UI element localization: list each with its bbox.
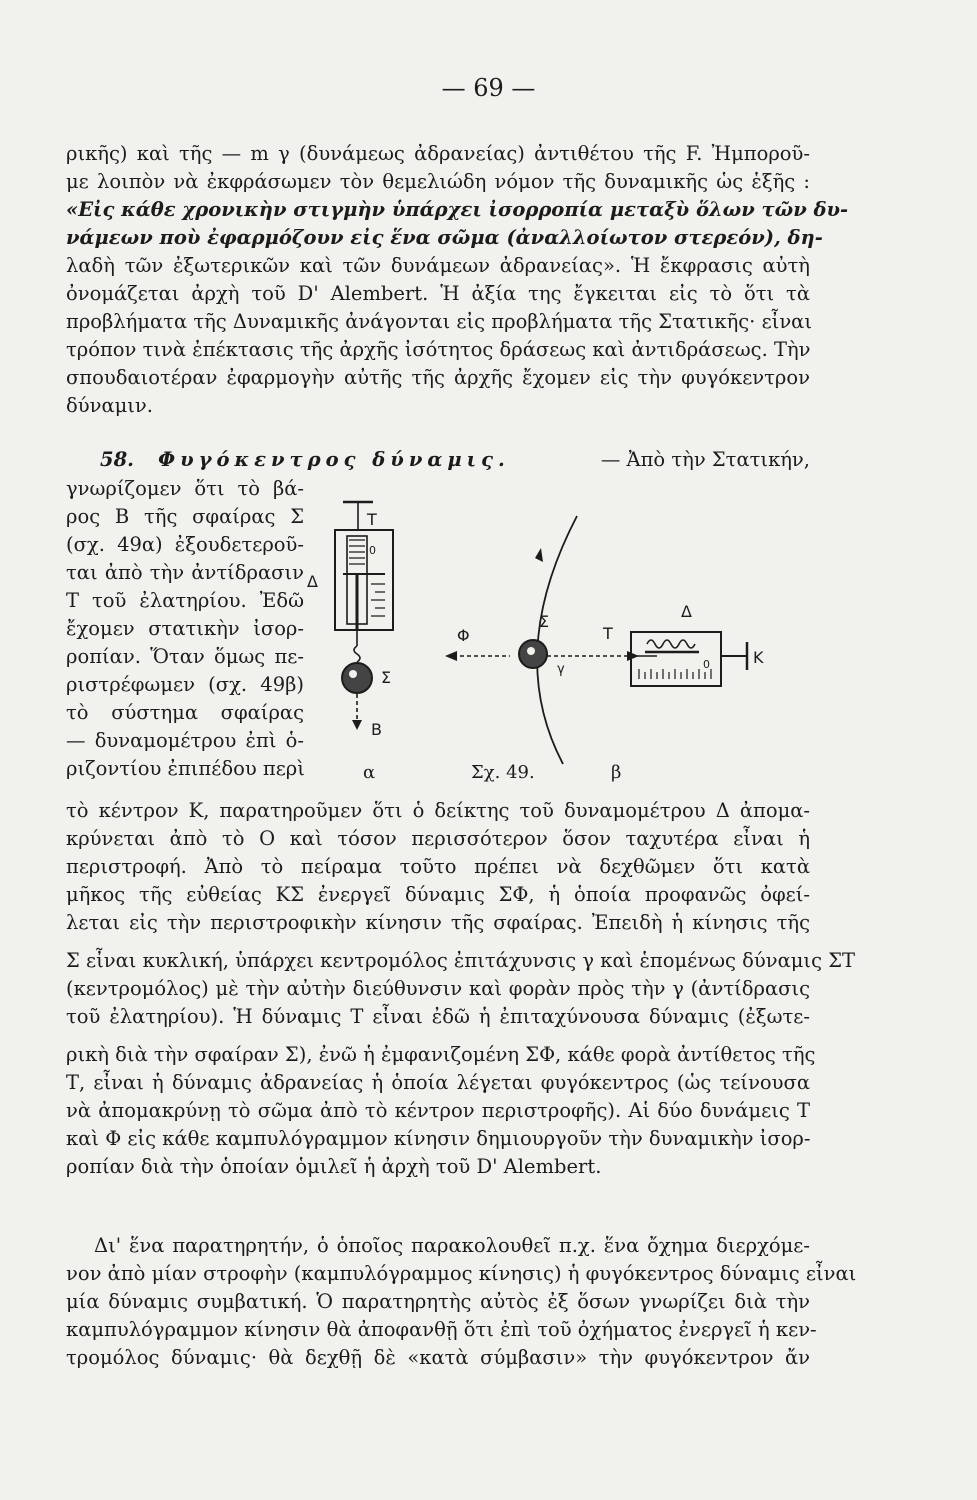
paragraph-dalembert	[66, 140, 849, 420]
text-line: δύναμιν.	[66, 394, 153, 417]
text-line: μία δύναμις συμβατική. Ὁ παρατηρητὴς αὐτὸς ἐξ ὅσων γνωρίζει διὰ τὴν	[66, 1290, 810, 1313]
text-line: Σ εἶναι κυκλική, ὑπάρχει κεντρομόλος ἐπιτάχυνσις γ καὶ ἑπομένως δύναμις ΣΤ	[66, 949, 855, 972]
text-line: ται ἀπὸ τὴν ἀντίδρασιν	[66, 561, 304, 584]
section-heading	[100, 446, 810, 474]
text-line: τρόπον τινὰ ἐπέκτασις τῆς ἀρχῆς ἰσότητος δράσεως καὶ ἀντιδράσεως. Τὴν	[66, 338, 811, 361]
label-O-b: 0	[703, 658, 710, 671]
label-Sigma-b: Σ	[539, 612, 550, 631]
text-line: τὸ σύστημα σφαίρας	[66, 701, 304, 724]
text-line: νον ἀπὸ μίαν στροφὴν (καμπυλόγραμμος κίνησις) ἡ φυγόκεντρος δύναμις εἶναι	[66, 1262, 857, 1285]
section-title	[100, 446, 510, 474]
text-line: ριστρέφωμεν (σχ. 49β)	[66, 673, 304, 696]
text-line: γνωρίζομεν ὅτι τὸ βά-	[66, 477, 304, 500]
section-number: 58.	[100, 448, 134, 471]
text-line: καὶ Φ εἰς κάθε καμπυλόγραμμον κίνησιν δημιουργοῦν τὴν δυναμικὴν ἰσορ-	[66, 1127, 811, 1150]
text-line: Τ, εἶναι ἡ δύναμις ἀδρανείας ἡ ὁποία λέγεται φυγόκεντρος (ὡς τείνουσα	[66, 1071, 810, 1094]
text-line: με λοιπὸν νὰ ἐκφράσωμεν τὸν θεμελιώδη νόμον τῆς δυναμικῆς ὡς ἑξῆς :	[66, 170, 810, 193]
text-line: Τ τοῦ ἐλατηρίου. Ἐδῶ	[66, 589, 304, 612]
text-line: τὸ κέντρον Κ, παρατηροῦμεν ὅτι ὁ δείκτης τοῦ δυναμομέτρου Δ ἀπομα-	[66, 799, 810, 822]
label-T-b: Τ	[603, 624, 613, 643]
text-line: τοῦ ἐλατηρίου). Ἡ δύναμις Τ εἶναι ἐδῶ ἡ ἐπιταχύνουσα δύναμις (ἐξωτε-	[66, 1005, 810, 1028]
label-Delta-a: Δ	[307, 572, 318, 591]
paragraph-wrap	[66, 475, 304, 783]
label-O-a: 0	[369, 544, 376, 557]
text-line: — δυναμομέτρου ἐπὶ ὁ-	[66, 729, 304, 752]
text-line: ρος Β τῆς σφαίρας Σ	[66, 505, 304, 528]
text-line: ρικὴ διὰ τὴν σφαίραν Σ), ἐνῶ ἡ ἐμφανιζομένη ΣΦ, κάθε φορὰ ἀντίθετος τῆς	[66, 1043, 816, 1066]
caption-b: β	[611, 762, 622, 783]
text-line: ὀνομάζεται ἀρχὴ τοῦ D' Alembert. Ἡ ἀξία της ἔγκειται εἰς τὸ ὅτι τὰ	[66, 282, 810, 305]
rotating-system	[445, 516, 747, 764]
label-T-a: Τ	[367, 510, 377, 529]
caption-a: α	[363, 762, 376, 783]
figure-49	[295, 494, 815, 794]
text-line: «Εἰς κάθε χρονικὴν στιγμὴν ὑπάρχει ἰσορροπία μεταξὺ ὅλων τῶν δυ-	[66, 198, 849, 221]
label-gamma: γ	[557, 662, 565, 677]
label-Sigma-a: Σ	[381, 668, 392, 687]
text-line: καμπυλόγραμμον κίνησιν θὰ ἀποφανθῇ ὅτι ἐπὶ τοῦ ὀχήματος ἐνεργεῖ ἡ κεν-	[66, 1318, 817, 1341]
paragraph-centrifugal	[66, 797, 855, 1181]
label-Delta-b: Δ	[681, 602, 692, 621]
figure-caption: Σχ. 49.	[471, 762, 535, 783]
text-line: ροπίαν. Ὅταν ὅμως πε-	[66, 645, 304, 668]
label-K: Κ	[753, 648, 764, 667]
text-line: προβλήματα τῆς Δυναμικῆς ἀνάγονται εἰς προβλήματα τῆς Στατικῆς· εἶναι	[66, 310, 812, 333]
text-line: ρικῆς) καὶ τῆς — m γ (δυνάμεως ἀδρανείας) ἀντιθέτου τῆς F. Ἠμποροῦ-	[66, 142, 810, 165]
text-line: (κεντρομόλος) μὲ τὴν αὐτὴν διεύθυνσιν καὶ φορὰν πρὸς τὴν γ (ἀντίδρασις	[66, 977, 810, 1000]
text-line: μῆκος τῆς εὐθείας ΚΣ ἐνεργεῖ δύναμις ΣΦ, ἡ ὁποία προφανῶς ὀφεί-	[66, 883, 810, 906]
text-line: σπουδαιοτέραν ἐφαρμογὴν αὐτῆς τῆς ἀρχῆς ἔχομεν εἰς τὴν φυγόκεντρον	[66, 366, 810, 389]
page-number: — 69 —	[441, 74, 536, 102]
text-line: Δι' ἕνα παρατηρητήν, ὁ ὁποῖος παρακολουθεῖ π.χ. ἕνα ὄχημα διερχόμε-	[94, 1234, 810, 1257]
text-line: ροπίαν διὰ τὴν ὁποίαν ὁμιλεῖ ἡ ἀρχὴ τοῦ D' Alembert.	[66, 1155, 602, 1178]
text-line: νάμεων ποὺ ἐφαρμόζουν εἰς ἕνα σῶμα (ἀναλλοίωτον στερεόν), δη-	[66, 226, 823, 249]
dynamometer-vertical	[335, 502, 393, 730]
label-B: Β	[371, 720, 382, 739]
label-Phi: Φ	[457, 626, 470, 645]
text-line: (σχ. 49α) ἐξουδετεροῦ-	[66, 533, 304, 556]
text-line: νὰ ἀπομακρύνῃ τὸ σῶμα ἀπὸ τὸ κέντρον περιστροφῆς). Αἱ δύο δυνάμεις Τ	[66, 1099, 810, 1122]
figure-drawing	[295, 494, 815, 794]
text-line: τρομόλος δύναμις· θὰ δεχθῇ δὲ «κατὰ σύμβασιν» τὴν φυγόκεντρον ἄν	[66, 1346, 810, 1369]
text-line: κρύνεται ἀπὸ τὸ Ο καὶ τόσον περισσότερον ὅσον ταχυτέρα εἶναι ἡ	[66, 827, 810, 850]
section-title-text: Φυγόκεντρος δύναμις.	[158, 448, 510, 471]
text-line: περιστροφή. Ἀπὸ τὸ πείραμα τοῦτο πρέπει νὰ δεχθῶμεν ὅτι κατὰ	[66, 855, 810, 878]
text-line: λαδὴ τῶν ἐξωτερικῶν καὶ τῶν δυνάμεων ἀδρανείας». Ἡ ἔκφρασις αὐτὴ	[66, 254, 810, 277]
text-line: ἔχομεν στατικὴν ἰσορ-	[66, 617, 304, 640]
section-rest: — Ἀπὸ τὴν Στατικήν,	[600, 448, 810, 471]
paragraph-observer	[66, 1232, 857, 1372]
text-line: ριζοντίου ἐπιπέδου περὶ	[66, 757, 305, 780]
text-line: λεται εἰς τὴν περιστροφικὴν κίνησιν τῆς σφαίρας. Ἐπειδὴ ἡ κίνησις τῆς	[66, 911, 810, 934]
